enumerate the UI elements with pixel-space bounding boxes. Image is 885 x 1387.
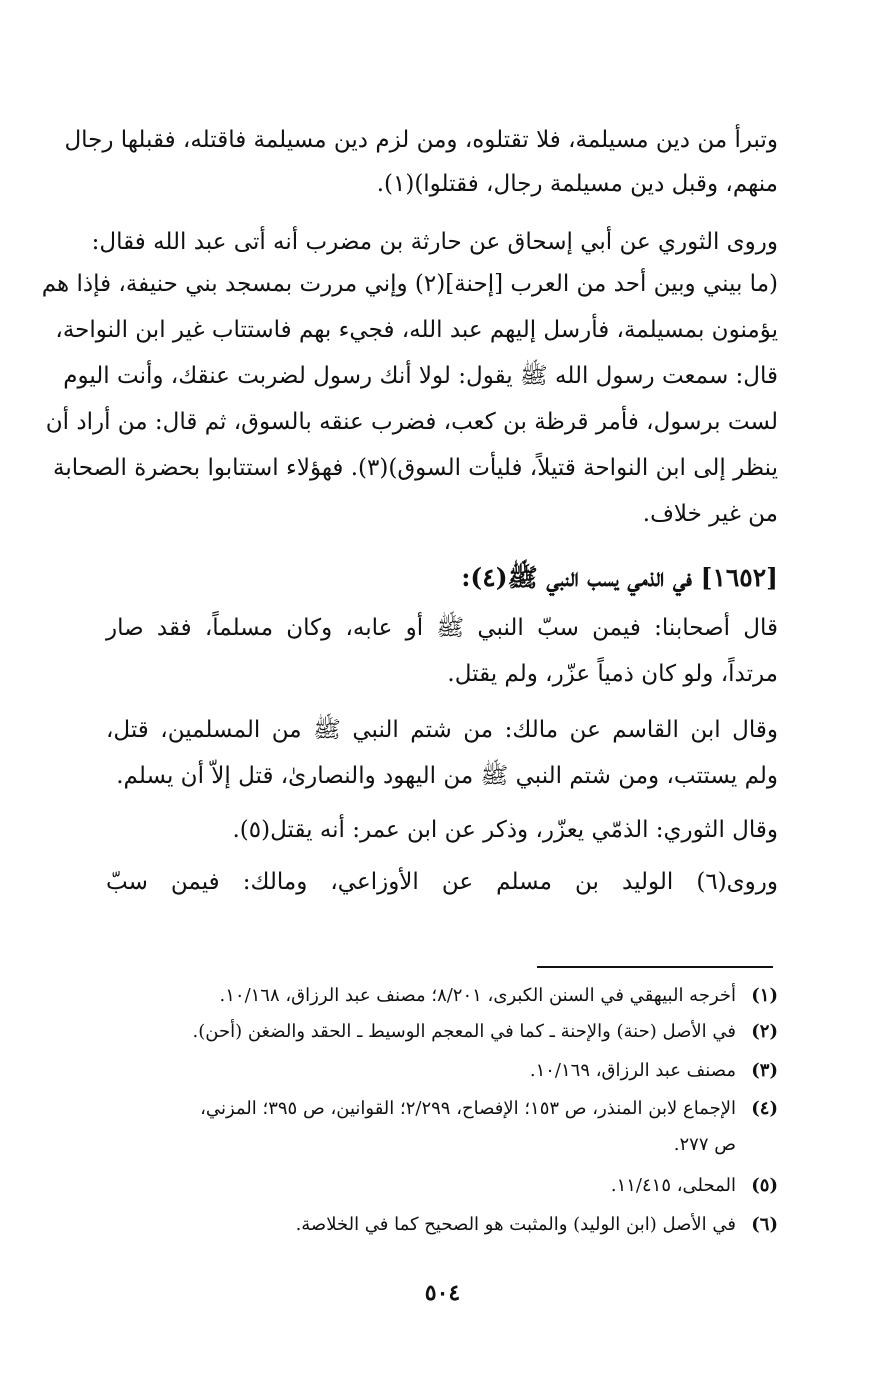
body-line: (ما بيني وبين أحد من العرب [إحنة](٢) وإني مررت بمسجد بني حنيفة، فإذا هم: [41, 271, 778, 297]
body-line: من غير خلاف.: [642, 501, 778, 527]
body-line: لست برسول، فأمر قرظة بن كعب، فضرب عنقه بالسوق، ثم قال: من أراد أن: [45, 409, 778, 435]
footnote: [106, 1209, 778, 1241]
footnote-number: (٦): [751, 1214, 778, 1235]
body-line: وقال الثوري: الذمّي يعزّر، وذكر عن ابن عمر: أنه يقتل(٥).: [232, 817, 778, 843]
footnote-text: الإجماع لابن المنذر، ص ١٥٣؛ الإفصاح، ٢/٢٩٩؛ القوانين، ص ٣٩٥؛ المزني،: [200, 1098, 736, 1119]
footnote-number: (٥): [751, 1175, 778, 1196]
footnote-number: (١): [751, 985, 778, 1006]
footnote-number: (٢): [751, 1021, 778, 1042]
body-line: وروى(٦) الوليد بن مسلم عن الأوزاعي، ومالك: فيمن سبّ: [106, 869, 778, 895]
body-line: قال أصحابنا: فيمن سبّ النبي ﷺ أو عابه، وكان مسلماً، فقد صار: [106, 615, 778, 641]
footnote-text: في الأصل (ابن الوليد) والمثبت هو الصحيح كما في الخلاصة.: [295, 1214, 736, 1235]
footnote: [106, 1016, 778, 1048]
body-line: قال: سمعت رسول الله ﷺ يقول: لولا أنك رسول لضربت عنقك، وأنت اليوم: [63, 363, 778, 389]
footnote-number: (٣): [751, 1060, 778, 1081]
body-line: مرتداً، ولو كان ذمياً عزّر، ولم يقتل.: [447, 661, 778, 687]
footnote-text: المحلى، ١١/٤١٥.: [610, 1175, 736, 1196]
footnote: [106, 1055, 778, 1087]
body-line: يؤمنون بمسيلمة، فأرسل إليهم عبد الله، فجيء بهم فاستتاب غير ابن النواحة،: [55, 317, 778, 343]
section-heading: [١٦٥٢] في الذمي يسب النبي ﷺ(٤):: [461, 563, 778, 592]
footnote-separator: [537, 966, 773, 968]
footnote-continuation: ص ٢٧٧.: [673, 1134, 736, 1155]
footnote-text: في الأصل (حنة) والإحنة ـ كما في المعجم الوسيط ـ الحقد والضغن (أحن).: [192, 1021, 736, 1042]
body-line: وروى الثوري عن أبي إسحاق عن حارثة بن مضرب أنه أتى عبد الله فقال:: [91, 229, 778, 255]
body-line: وقال ابن القاسم عن مالك: من شتم النبي ﷺ من المسلمين، قتل،: [106, 717, 778, 743]
body-line: ينظر إلى ابن النواحة قتيلاً، فليأت السوق)(٣). فهؤلاء استتابوا بحضرة الصحابة: [52, 455, 778, 481]
footnote-text: أخرجه البيهقي في السنن الكبرى، ٨/٢٠١؛ مصنف عبد الرزاق، ١٠/١٦٨.: [219, 985, 736, 1006]
body-line: ولم يستتب، ومن شتم النبي ﷺ من اليهود والنصارىٰ، قتل إلاّ أن يسلم.: [116, 763, 778, 789]
footnote: [106, 980, 778, 1012]
page-number: ٥٠٤: [424, 1280, 461, 1306]
body-line: وتبرأ من دين مسيلمة، فلا تقتلوه، ومن لزم دين مسيلمة فاقتله، فقبلها رجال: [64, 127, 778, 153]
footnote-text: مصنف عبد الرزاق، ١٠/١٦٩.: [529, 1060, 736, 1081]
footnote: [106, 1093, 778, 1125]
footnote: [106, 1170, 778, 1202]
footnote-number: (٤): [751, 1098, 778, 1119]
body-line: منهم، وقبل دين مسيلمة رجال، فقتلوا)(١).: [376, 171, 778, 197]
